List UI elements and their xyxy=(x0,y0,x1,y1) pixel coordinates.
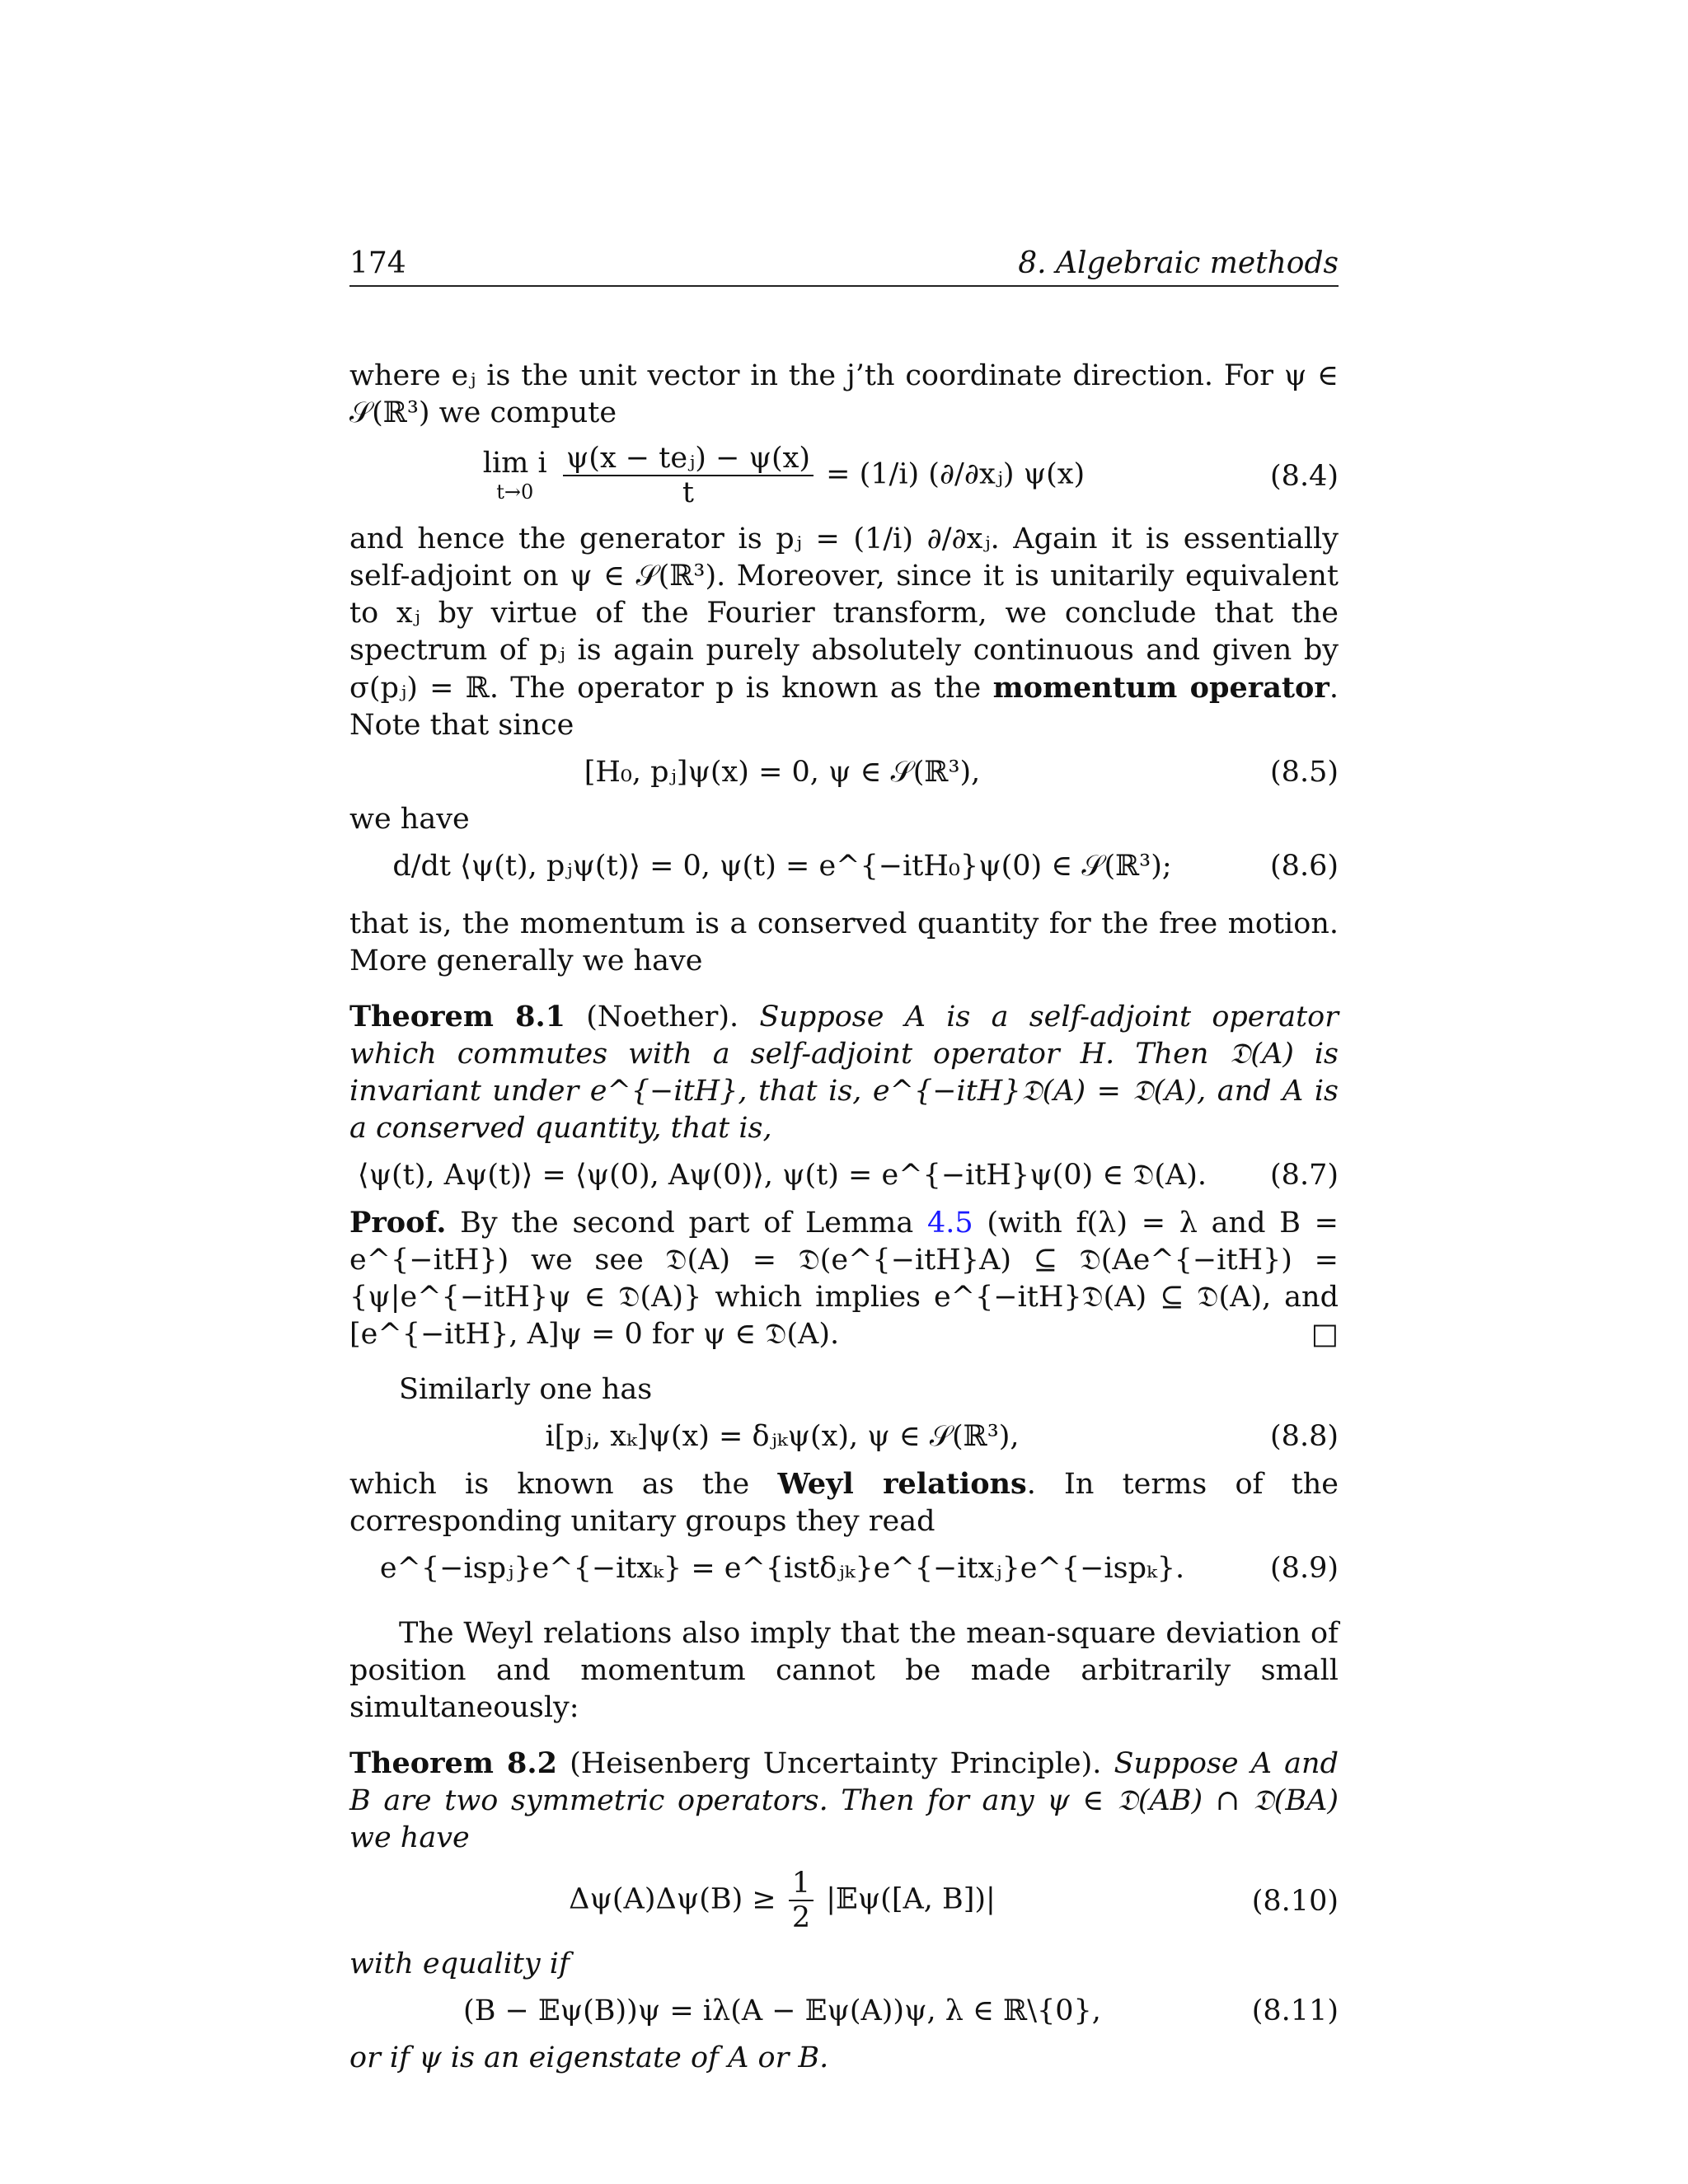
theorem-8-2: Theorem 8.2 (Heisenberg Uncertainty Principle). Suppose A and B are two symmetric operators. Then for any ψ ∈ 𝔇(AB) ∩ 𝔇(BA) we have xyxy=(349,1746,1339,1854)
paragraph-4: that is, the momentum is a conserved quantity for the free motion. More generally we have xyxy=(349,907,1339,977)
theorem-8-1: Theorem 8.1 (Noether). Suppose A is a self-adjoint operator which commutes with a self-adjoint operator H. Then 𝔇(A) is invariant under e^{−itH}, that is, e^{−itH}𝔇(A) = 𝔇(A), and A is a conserved quantity, that is, xyxy=(349,1000,1339,1145)
equation-8-10 xyxy=(349,1867,1339,1936)
theorem-label: Theorem 8.2 xyxy=(349,1746,557,1780)
theorem-label: Theorem 8.1 xyxy=(349,1000,566,1033)
limit: lim i t→0 xyxy=(482,447,547,504)
proof-label: Proof. xyxy=(349,1206,447,1240)
equation-number: (8.10) xyxy=(1251,1885,1339,1918)
page-number: 174 xyxy=(349,246,406,280)
equation-8-9: e^{−ispⱼ}e^{−itxₖ} = e^{istδⱼₖ}e^{−itxⱼ}e^{−ispₖ}. (8.9) xyxy=(349,1550,1339,1587)
equation-number: (8.5) xyxy=(1270,756,1339,789)
paragraph-9: or if ψ is an eigenstate of A or B. xyxy=(349,2041,829,2074)
term-momentum-operator: momentum operator xyxy=(992,671,1329,705)
equation-8-4-math xyxy=(349,442,1215,509)
paragraph-3: we have xyxy=(349,803,470,836)
equation-8-8: i[pⱼ, xₖ]ψ(x) = δⱼₖψ(x), ψ ∈ 𝒮(ℝ³), (8.8) xyxy=(349,1418,1339,1455)
proof: Proof. By the second part of Lemma 4.5 (with f(λ) = λ and B = e^{−itH}) we see 𝔇(A) = 𝔇(e^{−itH}A) ⊆ 𝔇(Ae^{−itH}) = {ψ|e^{−itH}ψ ∈ 𝔇(A)} which implies e^{−itH}𝔇(A) ⊆ 𝔇(A), and [e^{−itH}, A]ψ = 0 for ψ ∈ 𝔇(A). □ xyxy=(349,1204,1339,1353)
equation-8-4-rhs: = (1/i) (∂/∂xⱼ) ψ(x) xyxy=(826,457,1085,491)
equation-number: (8.4) xyxy=(1270,460,1339,493)
equation-number: (8.6) xyxy=(1270,850,1339,883)
difference-quotient: $\frac{\text{ψ(x − teⱼ) − ψ(x)}}{t}$ xyxy=(563,442,814,509)
qed-symbol: □ xyxy=(1311,1318,1339,1351)
equation-8-6: d/dt ⟨ψ(t), pⱼψ(t)⟩ = 0, ψ(t) = e^{−itH₀}ψ(0) ∈ 𝒮(ℝ³); (8.6) xyxy=(349,848,1339,896)
paragraph-6: which is known as the Weyl relations. In terms of the corresponding unitary groups they read xyxy=(349,1467,1339,1538)
paragraph-1: where eⱼ is the unit vector in the j’th coordinate direction. For ψ ∈ 𝒮(ℝ³) we compute xyxy=(349,359,1339,429)
equation-number: (8.7) xyxy=(1270,1159,1339,1192)
chapter-title: 8. Algebraic methods xyxy=(1018,246,1339,280)
page-body xyxy=(349,358,1339,2077)
running-header xyxy=(349,244,1339,287)
paragraph-7: The Weyl relations also imply that the mean-square deviation of position and momentum cannot be made arbitrarily small simultaneously: xyxy=(349,1617,1339,1724)
lemma-link[interactable]: 4.5 xyxy=(926,1207,973,1240)
one-half: $\frac{1}{2}$ xyxy=(789,1867,814,1934)
equation-8-5: [H₀, pⱼ]ψ(x) = 0, ψ ∈ 𝒮(ℝ³), (8.5) xyxy=(349,754,1339,791)
equation-8-4 xyxy=(349,442,1339,511)
paragraph-8: with equality if xyxy=(349,1947,570,1980)
term-weyl-relations: Weyl relations xyxy=(777,1467,1027,1501)
equation-8-7: ⟨ψ(t), Aψ(t)⟩ = ⟨ψ(0), Aψ(0)⟩, ψ(t) = e^{−itH}ψ(0) ∈ 𝔇(A). (8.7) xyxy=(349,1157,1339,1194)
equation-number: (8.9) xyxy=(1270,1552,1339,1585)
paragraph-2: and hence the generator is pⱼ = (1/i) ∂/∂xⱼ. Again it is essentially self-adjoint on ψ ∈ 𝒮(ℝ³). Moreover, since it is unitarily equivalent to xⱼ by virtue of the Fourier transform, we conclude that the spectrum of pⱼ is again purely absolutely continuous and given by σ(pⱼ) = ℝ. The operator p is known as the momentum operator. Note that since xyxy=(349,523,1339,742)
equation-8-10-math: Δψ(A)Δψ(B) ≥ $\frac{1}{2}$ |𝔼ψ([A, B])| xyxy=(569,1867,996,1934)
equation-number: (8.8) xyxy=(1270,1420,1339,1453)
paragraph-5: Similarly one has xyxy=(399,1373,653,1406)
equation-number: (8.11) xyxy=(1251,1994,1339,2027)
equation-8-11: (B − 𝔼ψ(B))ψ = iλ(A − 𝔼ψ(A))ψ, λ ∈ ℝ\{0}, (8.11) xyxy=(349,1993,1339,2030)
